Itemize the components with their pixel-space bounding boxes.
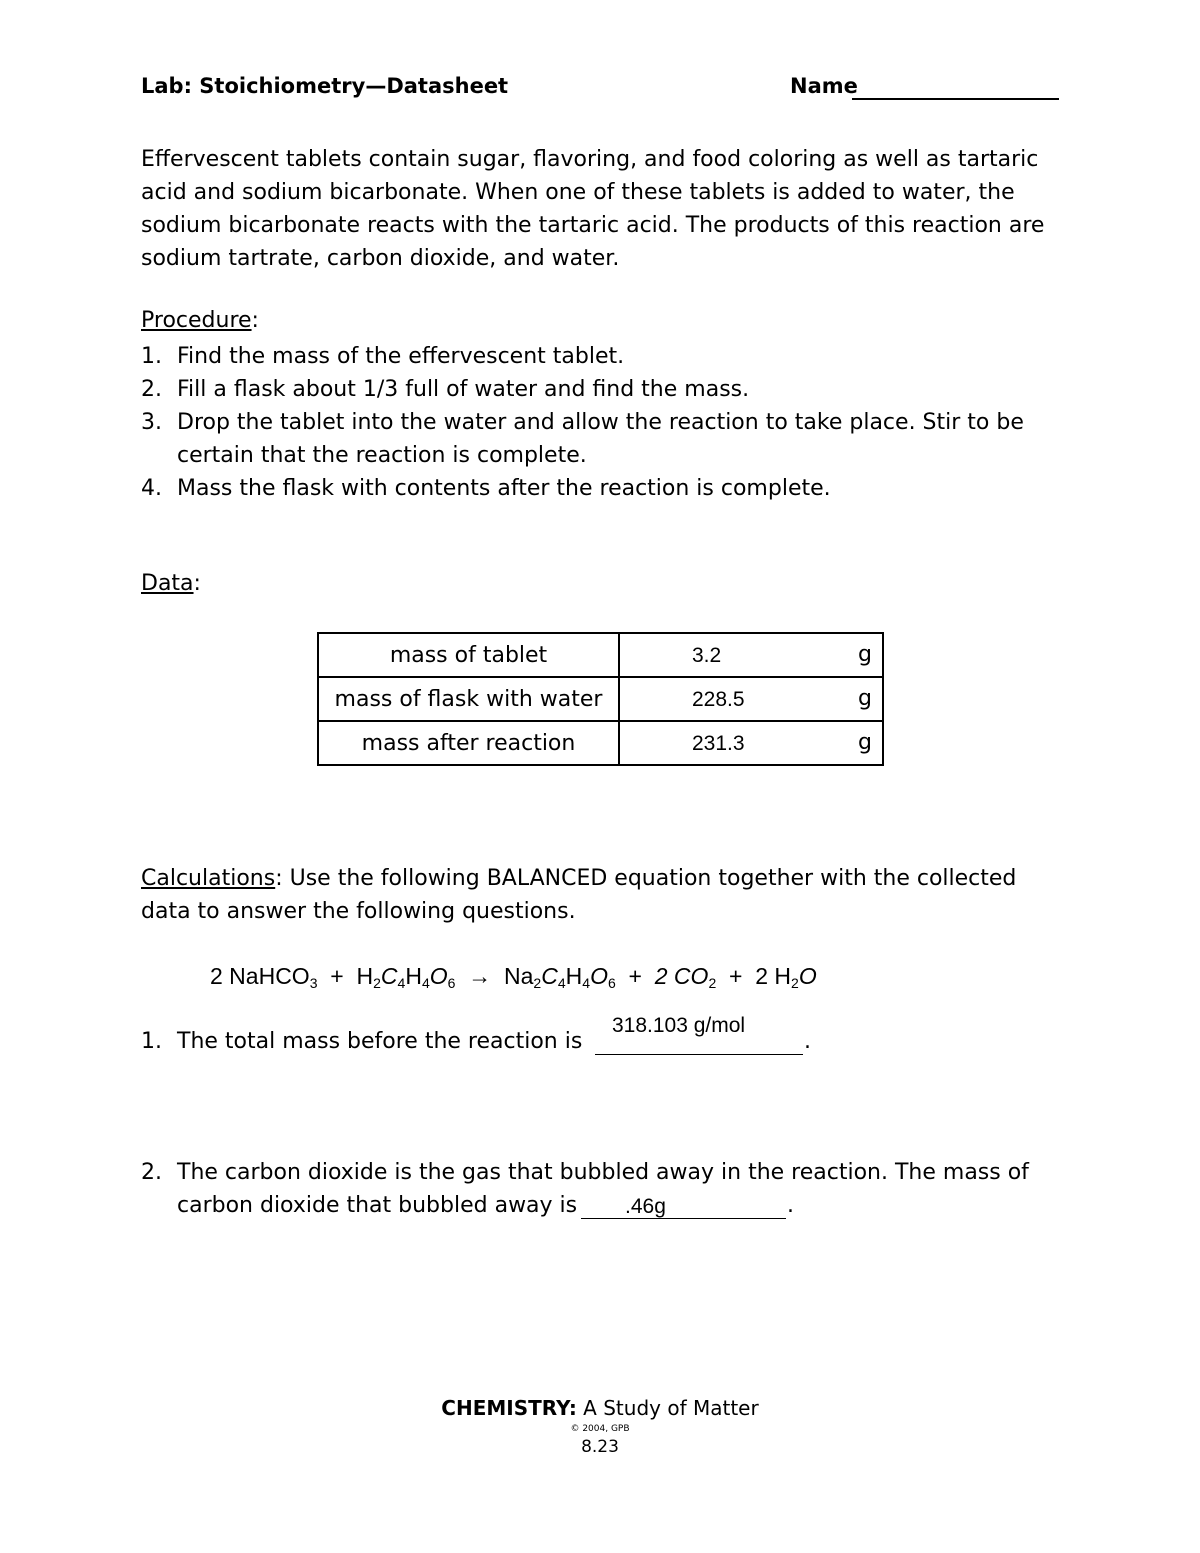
step-number: 4. xyxy=(141,476,162,501)
data-label: Data xyxy=(141,571,194,596)
name-field[interactable] xyxy=(852,98,1059,100)
page-number: 8.23 xyxy=(581,1437,619,1457)
intro-line: sodium bicarbonate reacts with the tartaric acid. The products of this reaction are xyxy=(141,213,1045,238)
question-text: carbon dioxide that bubbled away is xyxy=(177,1193,578,1218)
name-label: Name xyxy=(790,74,858,98)
data-table xyxy=(317,632,884,766)
plus-sign: + xyxy=(330,963,344,989)
period: . xyxy=(787,1193,794,1218)
product-formula: H xyxy=(565,963,583,989)
product-formula: 2 CO xyxy=(654,963,709,989)
subscript: 2 xyxy=(708,975,717,991)
subscript: 2 xyxy=(373,975,381,991)
calculations-text: : Use the following BALANCED equation together with the collected xyxy=(275,866,1017,891)
subscript: 4 xyxy=(397,975,406,991)
question-2 xyxy=(141,1160,1061,1230)
value-cell[interactable] xyxy=(619,677,883,721)
value-cell[interactable] xyxy=(619,721,883,765)
product-formula: C xyxy=(541,963,558,989)
product-formula: O xyxy=(590,963,608,989)
procedure-heading: Procedure: xyxy=(141,308,259,333)
intro-line: Effervescent tablets contain sugar, flavoring, and food coloring as well as tartaric xyxy=(141,147,1039,172)
unit-label: g xyxy=(858,686,872,711)
subscript: 6 xyxy=(447,975,456,991)
subscript: 2 xyxy=(791,975,799,991)
footer-subtitle: A Study of Matter xyxy=(576,1396,759,1420)
value-entry: 231.3 xyxy=(692,732,745,755)
step-text: Mass the flask with contents after the reaction is complete. xyxy=(177,476,831,501)
answer-text: .46g xyxy=(625,1195,666,1218)
question-number: 1. xyxy=(141,1029,162,1054)
reactant-formula: O xyxy=(429,963,448,989)
answer-text: 318.103 g/mol xyxy=(612,1014,746,1037)
row-label: mass of flask with water xyxy=(318,677,619,721)
subscript: 6 xyxy=(607,975,616,991)
subscript: 4 xyxy=(582,975,591,991)
intro-paragraph xyxy=(141,143,1081,275)
procedure-label: Procedure xyxy=(141,308,252,333)
calculations-intro xyxy=(141,866,1081,891)
reactant-formula: 2 NaHCO xyxy=(210,963,310,989)
answer-blank[interactable] xyxy=(595,1014,803,1055)
calculations-label: Calculations xyxy=(141,866,276,891)
answer-blank[interactable] xyxy=(581,1193,786,1219)
product-formula: O xyxy=(798,963,817,989)
step-text: Find the mass of the effervescent tablet. xyxy=(177,344,625,369)
data-heading: Data: xyxy=(141,571,201,596)
question-1 xyxy=(141,1014,1041,1061)
procedure-list xyxy=(141,340,1081,510)
step-text: Fill a flask about 1/3 full of water and find the mass. xyxy=(177,377,750,402)
subscript: 2 xyxy=(533,975,542,991)
calculations-text: data to answer the following questions. xyxy=(141,899,576,924)
unit-label: g xyxy=(858,730,872,755)
row-label: mass of tablet xyxy=(318,633,619,677)
table-row xyxy=(318,677,883,721)
table-row xyxy=(318,721,883,765)
reactant-formula: H xyxy=(356,963,374,989)
intro-line: sodium tartrate, carbon dioxide, and water. xyxy=(141,246,620,271)
plus-sign: + xyxy=(729,963,743,989)
question-text: The carbon dioxide is the gas that bubbled away in the reaction. The mass of xyxy=(177,1160,1029,1185)
table-row xyxy=(318,633,883,677)
step-number: 1. xyxy=(141,344,162,369)
value-cell[interactable] xyxy=(619,633,883,677)
question-text: The total mass before the reaction is xyxy=(177,1029,583,1054)
subscript: 3 xyxy=(309,975,318,991)
product-formula: Na xyxy=(504,963,534,989)
step-text: Drop the tablet into the water and allow the reaction to take place. Stir to be xyxy=(177,410,1024,435)
footer-brand: CHEMISTRY: xyxy=(441,1396,577,1420)
unit-label: g xyxy=(858,642,872,667)
footer-copyright: © 2004, GPB xyxy=(570,1424,630,1434)
row-label: mass after reaction xyxy=(318,721,619,765)
plus-sign: + xyxy=(628,963,642,989)
value-entry: 228.5 xyxy=(692,688,745,711)
step-number: 3. xyxy=(141,410,162,435)
step-text: certain that the reaction is complete. xyxy=(177,443,587,468)
reactant-formula: H xyxy=(405,963,422,989)
subscript: 4 xyxy=(421,975,430,991)
subscript: 4 xyxy=(557,975,566,991)
question-number: 2. xyxy=(141,1160,162,1185)
step-number: 2. xyxy=(141,377,162,402)
period: . xyxy=(804,1029,811,1054)
worksheet-title: Lab: Stoichiometry—Datasheet xyxy=(141,74,509,98)
product-formula: 2 H xyxy=(755,963,792,989)
footer-title xyxy=(0,1396,1200,1420)
reactant-formula: C xyxy=(380,963,398,989)
reaction-arrow-icon: → xyxy=(468,963,492,989)
intro-line: acid and sodium bicarbonate. When one of these tablets is added to water, the xyxy=(141,180,1015,205)
balanced-equation xyxy=(210,963,817,991)
value-entry: 3.2 xyxy=(692,644,722,667)
